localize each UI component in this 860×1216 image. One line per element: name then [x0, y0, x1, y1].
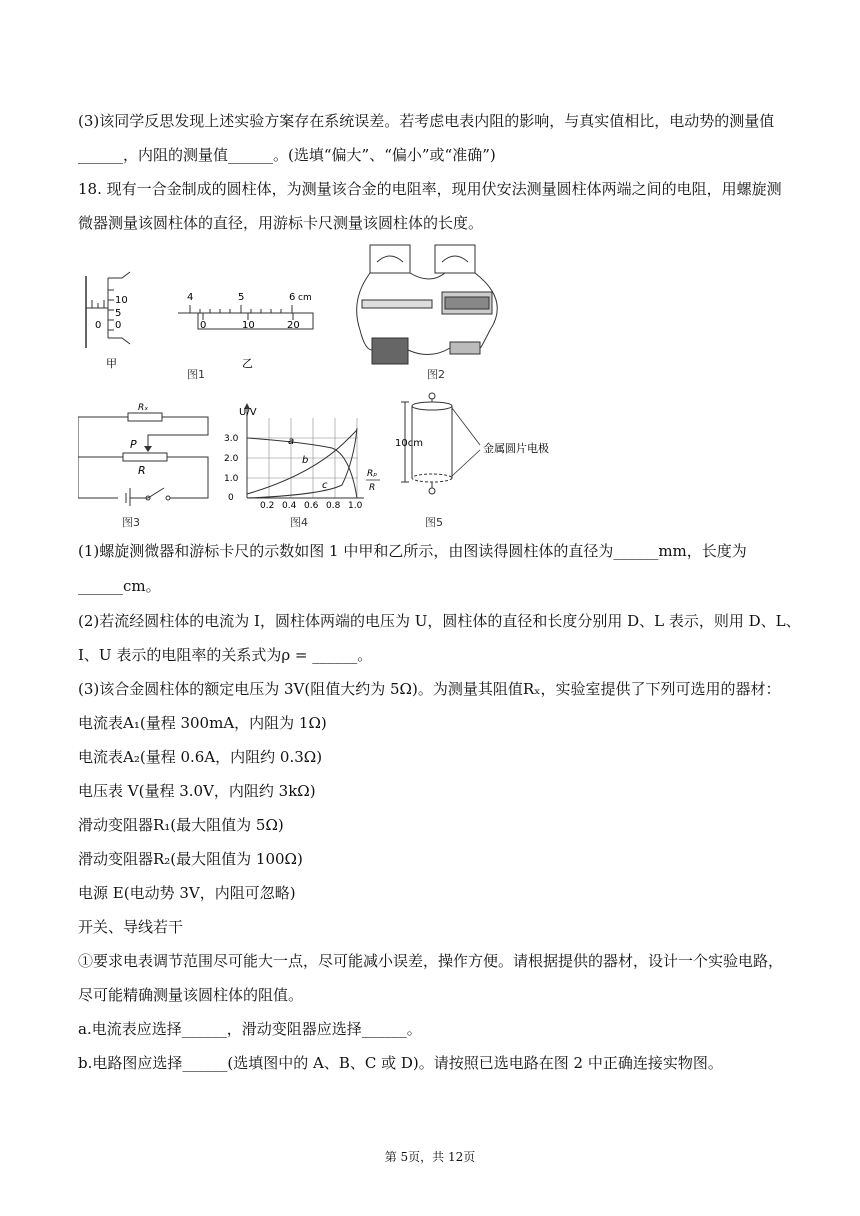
caliper-vernier-tick: 0: [200, 320, 207, 331]
text-line: I、U 表示的电阻率的关系式为ρ = ______。: [78, 646, 373, 664]
caliper-label: 乙: [242, 357, 253, 370]
caliper-main-tick: 6: [289, 292, 296, 303]
curve-label: b: [302, 455, 309, 466]
y-tick: 1.0: [224, 474, 239, 484]
curve-label: a: [288, 436, 295, 447]
fig5-caption: 图5: [425, 516, 443, 529]
cylinder-figure: [395, 390, 555, 502]
text-line: a.电流表应选择______，滑动变阻器应选择______。: [78, 1020, 422, 1038]
equipment-item: 开关、导线若干: [78, 918, 184, 936]
caliper-main-tick: 4: [187, 292, 194, 303]
text-line: (3)该同学反思发现上述实验方案存在系统误差。若考虑电表内阻的影响，与真实值相比，电动势的测量值: [78, 112, 775, 130]
text-line: 微器测量该圆柱体的直径，用游标卡尺测量该圆柱体的长度。: [78, 214, 484, 232]
circuit-figure: [78, 398, 218, 506]
rx-label: Rₓ: [138, 403, 149, 413]
caliper-figure: [168, 285, 328, 375]
micrometer-figure: [78, 268, 148, 370]
text-line: ①要求电表调节范围尽可能大一点，尽可能减小误差，操作方便。请根据提供的器材，设计一个实验电路，: [78, 952, 784, 970]
r-label: R: [138, 464, 146, 477]
x-tick: 1.0: [348, 501, 363, 511]
p-label: P: [130, 438, 137, 451]
fig4-caption: 图4: [290, 516, 308, 529]
question-18-line: 18. 现有一合金制成的圆柱体，为测量该合金的电阻率，现用伏安法测量圆柱体两端之间的电阻，用螺旋测: [78, 180, 782, 198]
equipment-item: 滑动变阻器R₂(最大阻值为 100Ω): [78, 850, 303, 868]
text-line: (3)该合金圆柱体的额定电压为 3V(阻值大约为 5Ω)。为测量其阻值Rₓ，实验室提供了下列可选用的器材：: [78, 680, 781, 698]
x-axis-label-num: Rₚ: [367, 469, 378, 479]
equipment-item: 电压表 V(量程 3.0V，内阻约 3kΩ): [78, 782, 316, 800]
equipment-item: 滑动变阻器R₁(最大阻值为 5Ω): [78, 816, 284, 834]
text-line: b.电路图应选择______(选填图中的 A、B、C 或 D)。请按照已选电路在图 2 中正确连接实物图。: [78, 1054, 723, 1072]
text-line: ______cm。: [78, 577, 161, 595]
micrometer-tick: 5: [115, 308, 122, 319]
fig2-caption: 图2: [427, 368, 445, 381]
equipment-item: 电源 E(电动势 3V，内阻可忽略): [78, 884, 296, 902]
electrode-label: 金属圆片电极: [483, 442, 549, 455]
fig3-caption: 图3: [122, 516, 140, 529]
apparatus-figure: [350, 240, 510, 370]
cylinder-length: 10cm: [395, 438, 423, 449]
y-tick: 2.0: [224, 454, 239, 464]
micrometer-label: 甲: [106, 357, 117, 370]
y-axis-label: U/V: [239, 407, 257, 418]
micrometer-tick: 10: [115, 295, 128, 306]
micrometer-tick: 0: [95, 320, 102, 331]
caliper-unit: cm: [298, 293, 312, 303]
y-tick: 3.0: [224, 434, 239, 444]
caliper-vernier-tick: 10: [242, 320, 255, 331]
equipment-item: 电流表A₁(量程 300mA，内阻为 1Ω): [78, 714, 327, 732]
text-line: (1)螺旋测微器和游标卡尺的示数如图 1 中甲和乙所示，由图读得圆柱体的直径为______mm，长度为: [78, 542, 747, 560]
text-line: 尽可能精确测量该圆柱体的阻值。: [78, 986, 304, 1004]
x-tick: 0.4: [282, 501, 297, 511]
y-tick: 0: [228, 493, 234, 503]
equipment-item: 电流表A₂(量程 0.6A，内阻约 0.3Ω): [78, 748, 323, 766]
micrometer-tick: 0: [115, 320, 122, 331]
x-tick: 0.2: [260, 501, 275, 511]
x-tick: 0.8: [326, 501, 341, 511]
text-line: (2)若流经圆柱体的电流为 I，圆柱体两端的电压为 U，圆柱体的直径和长度分别用 D、L 表示，则用 D、L、: [78, 612, 801, 630]
caliper-main-tick: 5: [238, 292, 245, 303]
text-line: ______，内阻的测量值______。(选填“偏大”、“偏小”或“准确”): [78, 146, 496, 164]
x-tick: 0.6: [304, 501, 319, 511]
fig1-caption: 图1: [187, 368, 205, 381]
curve-label: c: [322, 480, 328, 491]
graph-figure: [222, 400, 392, 512]
x-axis-label-den: R: [369, 483, 376, 493]
caliper-vernier-tick: 20: [287, 320, 300, 331]
page-footer: 第 5页，共 12页: [384, 1150, 476, 1164]
